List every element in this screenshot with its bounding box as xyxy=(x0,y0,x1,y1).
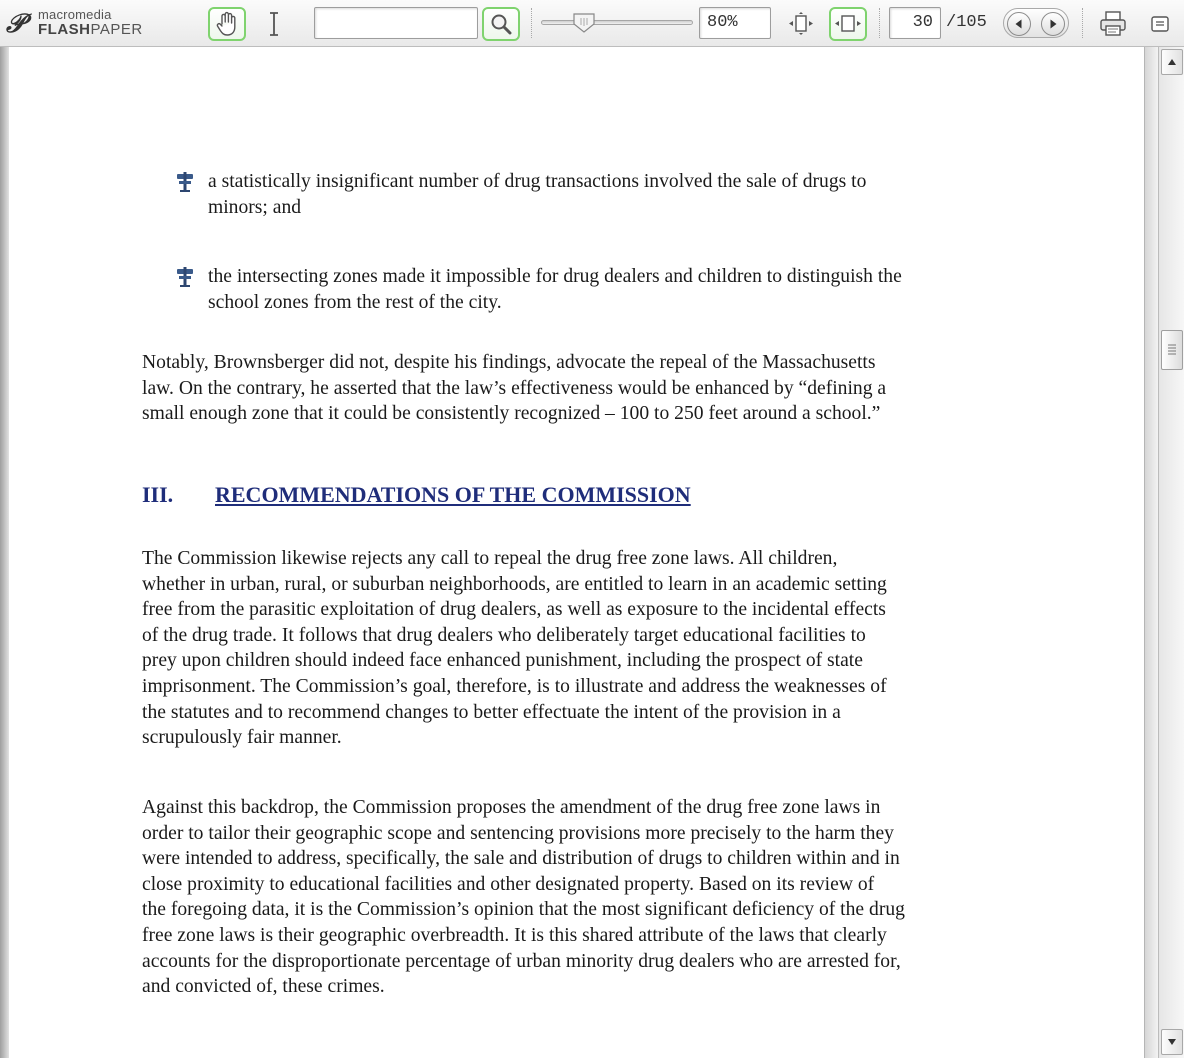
magnifier-icon xyxy=(489,12,513,36)
text-line: the foregoing data, it is the Commission’s opinion that the most significant deficiency of the drug xyxy=(142,899,905,921)
page-navigation xyxy=(1003,8,1069,38)
hand-tool-icon xyxy=(215,11,239,37)
document-page xyxy=(9,47,1144,1058)
section-title-link[interactable]: RECOMMENDATIONS OF THE COMMISSION xyxy=(215,482,691,507)
scroll-thumb[interactable] xyxy=(1161,330,1183,370)
text-line: were intended to address, specifically, the sale and distribution of drugs to children within and in xyxy=(142,848,900,870)
hand-tool-button[interactable] xyxy=(208,7,246,41)
total-pages-label: /105 xyxy=(946,13,987,32)
text-select-icon xyxy=(267,11,281,37)
text-line: close proximity to educational facilities and other designated property. Based on its review of xyxy=(142,873,875,895)
prev-page-button[interactable] xyxy=(1007,12,1031,36)
scales-bullet-icon xyxy=(175,266,195,288)
bullet-item xyxy=(9,169,1144,221)
text-line: small enough zone that it could be consistently recognized – 100 to 250 feet around a school.” xyxy=(142,403,881,425)
text-select-button[interactable] xyxy=(255,7,293,41)
fit-width-icon xyxy=(786,11,816,37)
scroll-up-button[interactable] xyxy=(1161,49,1183,75)
text-line: Against this backdrop, the Commission proposes the amendment of the drug free zone laws in xyxy=(142,797,881,818)
section-number: III. xyxy=(142,482,174,507)
zoom-slider-track[interactable] xyxy=(541,20,693,25)
options-menu-icon xyxy=(1150,15,1170,33)
scroll-down-button[interactable] xyxy=(1161,1029,1183,1055)
bullet-item xyxy=(9,264,1144,316)
text-line: the statutes and to recommend changes to better effectuate the intent of the provision in a xyxy=(142,701,841,723)
section-heading xyxy=(142,480,842,510)
paragraph xyxy=(142,795,1022,1000)
text-line: of the drug trade. It follows that drug dealers who deliberately target educational facilities to xyxy=(142,624,866,646)
text-line: minors; and xyxy=(208,196,302,218)
search-input[interactable] xyxy=(314,7,478,39)
flashpaper-logo-icon: 𝒫 xyxy=(6,9,25,38)
prev-page-icon xyxy=(1013,18,1025,30)
zoom-level-field[interactable]: 80% xyxy=(699,7,771,39)
text-line: the intersecting zones made it impossible for drug dealers and children to distinguish the xyxy=(208,266,902,287)
print-button[interactable] xyxy=(1094,7,1132,41)
text-line: free zone laws is their geographic overbreadth. It is this shared attribute of the laws that clearly xyxy=(142,924,887,946)
text-line: whether in urban, rural, or suburban neighborhoods, are entitled to learn in an academic setting xyxy=(142,573,887,595)
flashpaper-logo xyxy=(6,8,166,40)
printer-icon xyxy=(1098,10,1128,38)
next-page-button[interactable] xyxy=(1041,12,1065,36)
text-line: accounts for the disproportionate percentage of urban minority drug dealers who are arrested for, xyxy=(142,950,901,972)
fit-width-button[interactable] xyxy=(782,7,820,41)
zoom-slider-thumb[interactable] xyxy=(571,12,597,34)
text-line: order to tailor their geographic scope and sentencing provisions more precisely to the harm they xyxy=(142,822,894,844)
text-line: law. On the contrary, he asserted that the law’s effectiveness would be enhanced by “defining a xyxy=(142,377,887,399)
scroll-up-icon xyxy=(1167,58,1177,66)
logo-product-line xyxy=(38,21,143,38)
next-page-icon xyxy=(1047,18,1059,30)
text-line: and convicted of, these crimes. xyxy=(142,976,385,998)
bullet-text xyxy=(208,264,1008,315)
scroll-grip-icon xyxy=(1166,343,1178,357)
toolbar xyxy=(0,0,1184,47)
toolbar-separator xyxy=(879,8,881,38)
toolbar-separator xyxy=(531,8,533,38)
options-menu-button[interactable] xyxy=(1142,7,1178,41)
text-line: Notably, Brownsberger did not, despite his findings, advocate the repeal of the Massachusetts xyxy=(142,352,876,373)
text-line: imprisonment. The Commission’s goal, therefore, is to illustrate and address the weaknesses of xyxy=(142,675,887,697)
scroll-down-icon xyxy=(1167,1038,1177,1046)
paragraph xyxy=(142,546,1022,751)
text-line: The Commission likewise rejects any call to repeal the drug free zone laws. All children, xyxy=(142,548,838,569)
text-line: school zones from the rest of the city. xyxy=(208,291,502,313)
fit-page-button[interactable] xyxy=(829,7,867,41)
text-line: scrupulously fair manner. xyxy=(142,727,342,749)
toolbar-separator xyxy=(1082,8,1084,38)
logo-product-rest: PAPER xyxy=(90,21,143,38)
page-right-gutter xyxy=(1144,47,1158,1058)
logo-brand-line: macromedia xyxy=(38,7,112,22)
current-page-field[interactable]: 30 xyxy=(889,7,941,39)
slider-thumb-icon xyxy=(571,12,597,34)
bullet-text xyxy=(208,169,1008,220)
text-line: free from the parasitic exploitation of drug dealers, as well as exposure to the incidental effects xyxy=(142,599,886,621)
text-line: prey upon children should indeed face enhanced punishment, including the prospect of state xyxy=(142,650,863,672)
search-button[interactable] xyxy=(482,7,520,41)
fit-page-icon xyxy=(833,11,863,37)
text-line: a statistically insignificant number of drug transactions involved the sale of drugs to xyxy=(208,171,867,192)
logo-product-bold: FLASH xyxy=(38,21,91,38)
viewer-left-edge xyxy=(0,47,9,1058)
paragraph xyxy=(142,350,1022,427)
vertical-scrollbar[interactable] xyxy=(1158,47,1184,1058)
scales-bullet-icon xyxy=(175,171,195,193)
